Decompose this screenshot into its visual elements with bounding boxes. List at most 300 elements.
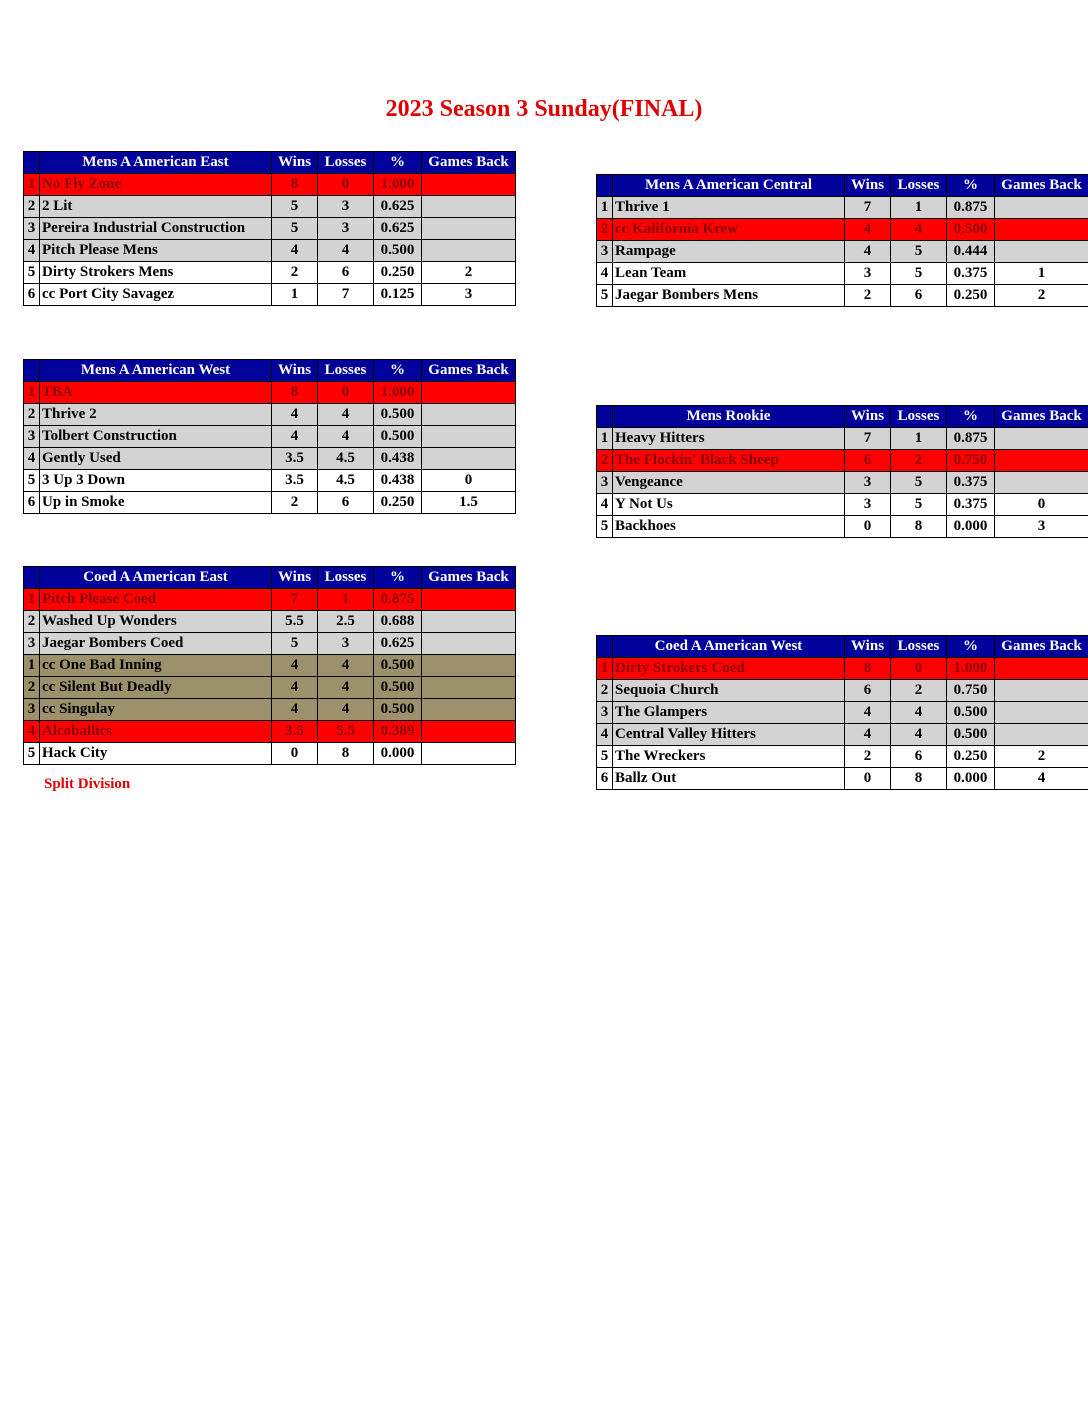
division-name: Mens Rookie xyxy=(613,406,845,428)
table-row xyxy=(24,677,516,699)
losses-cell: 2 xyxy=(891,680,947,702)
table-row xyxy=(597,450,1088,472)
table-row xyxy=(24,655,516,677)
pct-cell: 0.000 xyxy=(947,768,995,790)
wins-cell: 0 xyxy=(845,768,891,790)
games-back-cell: 0 xyxy=(995,494,1088,516)
rank-cell: 3 xyxy=(24,699,40,721)
wins-cell: 7 xyxy=(272,589,318,611)
games-back-cell xyxy=(422,448,516,470)
pct-cell: 0.500 xyxy=(374,426,422,448)
pct-cell: 0.375 xyxy=(947,494,995,516)
losses-cell: 8 xyxy=(891,516,947,538)
rank-cell: 4 xyxy=(597,724,613,746)
rank-header xyxy=(24,152,40,174)
wins-cell: 3.5 xyxy=(272,470,318,492)
team-cell: Hack City xyxy=(40,743,272,765)
team-cell: Jaegar Bombers Coed xyxy=(40,633,272,655)
rank-cell: 4 xyxy=(597,263,613,285)
wins-cell: 8 xyxy=(272,382,318,404)
header-row xyxy=(597,175,1088,197)
division-name: Mens A American East xyxy=(40,152,272,174)
wins-cell: 8 xyxy=(845,658,891,680)
games-back-cell: 1.5 xyxy=(422,492,516,514)
wins-cell: 6 xyxy=(845,680,891,702)
games-back-header: Games Back xyxy=(995,175,1088,197)
games-back-cell: 1 xyxy=(995,263,1088,285)
team-cell: Heavy Hitters xyxy=(613,428,845,450)
pct-cell: 0.375 xyxy=(947,472,995,494)
standings-table-coed-a-american-west xyxy=(596,635,1088,790)
losses-cell: 6 xyxy=(318,492,374,514)
games-back-cell xyxy=(422,699,516,721)
wins-header: Wins xyxy=(845,406,891,428)
losses-cell: 4 xyxy=(891,702,947,724)
pct-cell: 0.625 xyxy=(374,218,422,240)
page-title: 2023 Season 3 Sunday(FINAL) xyxy=(385,96,703,122)
rank-cell: 2 xyxy=(24,677,40,699)
games-back-cell xyxy=(995,472,1088,494)
rank-cell: 1 xyxy=(24,589,40,611)
rank-cell: 2 xyxy=(24,404,40,426)
team-cell: The Flockin' Black Sheep xyxy=(613,450,845,472)
table-row xyxy=(24,382,516,404)
team-cell: Thrive 2 xyxy=(40,404,272,426)
rank-header xyxy=(24,567,40,589)
games-back-cell xyxy=(422,721,516,743)
pct-cell: 0.688 xyxy=(374,611,422,633)
team-cell: Dirty Strokers Coed xyxy=(613,658,845,680)
pct-cell: 0.750 xyxy=(947,450,995,472)
team-cell: Dirty Strokers Mens xyxy=(40,262,272,284)
games-back-cell xyxy=(995,428,1088,450)
rank-cell: 5 xyxy=(24,470,40,492)
wins-header: Wins xyxy=(272,152,318,174)
losses-cell: 1 xyxy=(891,197,947,219)
pct-cell: 1.000 xyxy=(374,174,422,196)
pct-cell: 1.000 xyxy=(374,382,422,404)
rank-cell: 5 xyxy=(24,262,40,284)
table-row xyxy=(597,494,1088,516)
wins-cell: 2 xyxy=(272,262,318,284)
rank-cell: 2 xyxy=(24,611,40,633)
games-back-header: Games Back xyxy=(995,636,1088,658)
wins-cell: 4 xyxy=(845,241,891,263)
pct-cell: 0.625 xyxy=(374,633,422,655)
wins-cell: 4 xyxy=(845,219,891,241)
games-back-cell xyxy=(422,382,516,404)
rank-cell: 4 xyxy=(24,240,40,262)
table-row xyxy=(24,404,516,426)
team-cell: The Wreckers xyxy=(613,746,845,768)
team-cell: Washed Up Wonders xyxy=(40,611,272,633)
wins-cell: 4 xyxy=(272,699,318,721)
losses-cell: 0 xyxy=(318,382,374,404)
losses-cell: 6 xyxy=(318,262,374,284)
wins-cell: 8 xyxy=(272,174,318,196)
rank-cell: 4 xyxy=(597,494,613,516)
games-back-cell xyxy=(995,680,1088,702)
rank-cell: 4 xyxy=(24,721,40,743)
table-row xyxy=(597,746,1088,768)
losses-cell: 8 xyxy=(891,768,947,790)
pct-cell: 0.000 xyxy=(374,743,422,765)
wins-cell: 7 xyxy=(845,197,891,219)
pct-cell: 0.500 xyxy=(374,699,422,721)
header-row xyxy=(597,636,1088,658)
wins-cell: 5 xyxy=(272,196,318,218)
table-row xyxy=(24,611,516,633)
games-back-cell: 4 xyxy=(995,768,1088,790)
games-back-cell: 3 xyxy=(422,284,516,306)
wins-cell: 3 xyxy=(845,494,891,516)
table-row xyxy=(597,241,1088,263)
table-row xyxy=(24,448,516,470)
rank-cell: 2 xyxy=(24,196,40,218)
team-cell: Vengeance xyxy=(613,472,845,494)
team-cell: Ballz Out xyxy=(613,768,845,790)
pct-cell: 0.750 xyxy=(947,680,995,702)
wins-header: Wins xyxy=(272,567,318,589)
pct-cell: 0.500 xyxy=(947,702,995,724)
rank-cell: 1 xyxy=(24,655,40,677)
losses-cell: 7 xyxy=(318,284,374,306)
table-row xyxy=(597,658,1088,680)
standings-table-mens-a-american-west xyxy=(23,359,516,514)
team-cell: Pitch Please Mens xyxy=(40,240,272,262)
rank-cell: 3 xyxy=(24,426,40,448)
pct-header: % xyxy=(374,567,422,589)
header-row xyxy=(24,360,516,382)
table-row xyxy=(597,724,1088,746)
games-back-cell xyxy=(995,450,1088,472)
pct-cell: 0.875 xyxy=(947,197,995,219)
pct-cell: 0.444 xyxy=(947,241,995,263)
pct-header: % xyxy=(374,152,422,174)
table-row xyxy=(597,219,1088,241)
games-back-cell xyxy=(995,241,1088,263)
team-cell: Pitch Please Coed xyxy=(40,589,272,611)
losses-cell: 5 xyxy=(891,472,947,494)
rank-header xyxy=(24,360,40,382)
table-row xyxy=(24,470,516,492)
team-cell: TBA xyxy=(40,382,272,404)
table-row xyxy=(24,262,516,284)
pct-header: % xyxy=(947,636,995,658)
pct-cell: 0.500 xyxy=(947,219,995,241)
pct-cell: 0.625 xyxy=(374,196,422,218)
pct-cell: 0.250 xyxy=(947,285,995,307)
team-cell: cc Kalifornia Krew xyxy=(613,219,845,241)
pct-cell: 0.375 xyxy=(947,263,995,285)
pct-header: % xyxy=(374,360,422,382)
losses-header: Losses xyxy=(891,636,947,658)
games-back-cell xyxy=(422,218,516,240)
games-back-cell xyxy=(995,658,1088,680)
division-name: Coed A American West xyxy=(613,636,845,658)
wins-cell: 2 xyxy=(845,746,891,768)
wins-cell: 3.5 xyxy=(272,448,318,470)
pct-header: % xyxy=(947,175,995,197)
rank-cell: 1 xyxy=(597,428,613,450)
wins-cell: 7 xyxy=(845,428,891,450)
rank-cell: 6 xyxy=(597,768,613,790)
wins-cell: 4 xyxy=(845,702,891,724)
rank-cell: 2 xyxy=(597,450,613,472)
team-cell: Central Valley Hitters xyxy=(613,724,845,746)
pct-cell: 0.125 xyxy=(374,284,422,306)
games-back-cell xyxy=(422,633,516,655)
rank-cell: 5 xyxy=(597,285,613,307)
losses-cell: 6 xyxy=(891,746,947,768)
losses-cell: 6 xyxy=(891,285,947,307)
team-cell: 3 Up 3 Down xyxy=(40,470,272,492)
table-row xyxy=(597,285,1088,307)
table-row xyxy=(24,174,516,196)
games-back-cell xyxy=(422,196,516,218)
team-cell: No Fly Zone xyxy=(40,174,272,196)
losses-cell: 4 xyxy=(891,219,947,241)
wins-cell: 0 xyxy=(845,516,891,538)
pct-cell: 0.250 xyxy=(374,492,422,514)
pct-cell: 0.389 xyxy=(374,721,422,743)
losses-cell: 4 xyxy=(318,699,374,721)
split-division-note: Split Division xyxy=(44,776,131,792)
rank-header xyxy=(597,636,613,658)
team-cell: Tolbert Construction xyxy=(40,426,272,448)
losses-cell: 4 xyxy=(318,426,374,448)
wins-cell: 4 xyxy=(272,677,318,699)
pct-cell: 0.500 xyxy=(947,724,995,746)
games-back-cell xyxy=(422,743,516,765)
pct-cell: 0.875 xyxy=(947,428,995,450)
pct-cell: 0.500 xyxy=(374,240,422,262)
team-cell: cc Singulay xyxy=(40,699,272,721)
pct-cell: 0.438 xyxy=(374,470,422,492)
wins-cell: 2 xyxy=(272,492,318,514)
wins-header: Wins xyxy=(845,636,891,658)
games-back-cell xyxy=(422,611,516,633)
pct-cell: 0.438 xyxy=(374,448,422,470)
wins-cell: 6 xyxy=(845,450,891,472)
team-cell: Gently Used xyxy=(40,448,272,470)
team-cell: Jaegar Bombers Mens xyxy=(613,285,845,307)
rank-cell: 5 xyxy=(597,516,613,538)
table-row xyxy=(24,492,516,514)
table-row xyxy=(597,428,1088,450)
team-cell: cc Silent But Deadly xyxy=(40,677,272,699)
table-row xyxy=(24,218,516,240)
losses-cell: 4 xyxy=(318,240,374,262)
pct-cell: 0.500 xyxy=(374,404,422,426)
losses-cell: 1 xyxy=(318,589,374,611)
wins-cell: 5 xyxy=(272,218,318,240)
losses-cell: 4.5 xyxy=(318,448,374,470)
team-cell: The Glampers xyxy=(613,702,845,724)
rank-cell: 1 xyxy=(597,197,613,219)
rank-cell: 1 xyxy=(24,174,40,196)
rank-cell: 3 xyxy=(597,241,613,263)
games-back-cell: 2 xyxy=(422,262,516,284)
pct-cell: 0.000 xyxy=(947,516,995,538)
wins-cell: 5 xyxy=(272,633,318,655)
pct-header: % xyxy=(947,406,995,428)
table-row xyxy=(24,743,516,765)
games-back-cell xyxy=(422,655,516,677)
wins-cell: 5.5 xyxy=(272,611,318,633)
losses-header: Losses xyxy=(891,406,947,428)
standings-table-mens-rookie xyxy=(596,405,1088,538)
games-back-header: Games Back xyxy=(422,360,516,382)
rank-cell: 5 xyxy=(597,746,613,768)
table-row xyxy=(24,240,516,262)
pct-cell: 0.250 xyxy=(374,262,422,284)
wins-cell: 3.5 xyxy=(272,721,318,743)
pct-cell: 0.500 xyxy=(374,655,422,677)
table-row xyxy=(24,589,516,611)
pct-cell: 0.250 xyxy=(947,746,995,768)
wins-cell: 4 xyxy=(272,404,318,426)
rank-cell: 6 xyxy=(24,492,40,514)
header-row xyxy=(24,567,516,589)
team-cell: Thrive 1 xyxy=(613,197,845,219)
team-cell: Rampage xyxy=(613,241,845,263)
wins-header: Wins xyxy=(272,360,318,382)
losses-header: Losses xyxy=(318,360,374,382)
team-cell: Up in Smoke xyxy=(40,492,272,514)
losses-cell: 5 xyxy=(891,263,947,285)
rank-cell: 5 xyxy=(24,743,40,765)
games-back-cell xyxy=(422,589,516,611)
team-cell: Pereira Industrial Construction xyxy=(40,218,272,240)
losses-cell: 1 xyxy=(891,428,947,450)
losses-cell: 4 xyxy=(891,724,947,746)
rank-cell: 3 xyxy=(597,472,613,494)
losses-cell: 0 xyxy=(318,174,374,196)
table-row xyxy=(597,197,1088,219)
team-cell: Backhoes xyxy=(613,516,845,538)
table-row xyxy=(24,699,516,721)
games-back-cell xyxy=(422,426,516,448)
header-row xyxy=(597,406,1088,428)
games-back-cell xyxy=(995,197,1088,219)
losses-cell: 2 xyxy=(891,450,947,472)
rank-cell: 4 xyxy=(24,448,40,470)
losses-cell: 4.5 xyxy=(318,470,374,492)
games-back-cell: 2 xyxy=(995,285,1088,307)
division-name: Mens A American West xyxy=(40,360,272,382)
table-row xyxy=(597,472,1088,494)
table-row xyxy=(597,702,1088,724)
losses-cell: 3 xyxy=(318,196,374,218)
wins-cell: 0 xyxy=(272,743,318,765)
games-back-header: Games Back xyxy=(422,567,516,589)
team-cell: Sequoia Church xyxy=(613,680,845,702)
rank-cell: 1 xyxy=(24,382,40,404)
losses-cell: 4 xyxy=(318,677,374,699)
losses-cell: 8 xyxy=(318,743,374,765)
games-back-cell xyxy=(422,677,516,699)
rank-header xyxy=(597,175,613,197)
team-cell: Lean Team xyxy=(613,263,845,285)
games-back-header: Games Back xyxy=(995,406,1088,428)
wins-cell: 4 xyxy=(272,240,318,262)
games-back-cell: 0 xyxy=(422,470,516,492)
games-back-cell: 3 xyxy=(995,516,1088,538)
games-back-cell xyxy=(995,219,1088,241)
games-back-cell: 2 xyxy=(995,746,1088,768)
pct-cell: 0.500 xyxy=(374,677,422,699)
table-row xyxy=(597,768,1088,790)
standings-table-mens-a-american-central xyxy=(596,174,1088,307)
wins-cell: 4 xyxy=(272,426,318,448)
table-row xyxy=(597,516,1088,538)
header-row xyxy=(24,152,516,174)
table-row xyxy=(24,196,516,218)
standings-table-coed-a-american-east xyxy=(23,566,516,765)
losses-cell: 5 xyxy=(891,494,947,516)
games-back-cell xyxy=(422,404,516,426)
table-row xyxy=(24,633,516,655)
wins-cell: 3 xyxy=(845,263,891,285)
team-cell: cc One Bad Inning xyxy=(40,655,272,677)
table-row xyxy=(597,263,1088,285)
losses-header: Losses xyxy=(318,567,374,589)
rank-cell: 6 xyxy=(24,284,40,306)
table-row xyxy=(24,721,516,743)
rank-cell: 2 xyxy=(597,680,613,702)
rank-cell: 3 xyxy=(24,633,40,655)
rank-cell: 2 xyxy=(597,219,613,241)
division-name: Mens A American Central xyxy=(613,175,845,197)
games-back-header: Games Back xyxy=(422,152,516,174)
table-row xyxy=(597,680,1088,702)
pct-cell: 1.000 xyxy=(947,658,995,680)
losses-cell: 3 xyxy=(318,633,374,655)
table-row xyxy=(24,284,516,306)
wins-cell: 4 xyxy=(272,655,318,677)
games-back-cell xyxy=(422,240,516,262)
team-cell: Alcoballics xyxy=(40,721,272,743)
losses-header: Losses xyxy=(891,175,947,197)
losses-cell: 3 xyxy=(318,218,374,240)
losses-cell: 5 xyxy=(891,241,947,263)
rank-cell: 1 xyxy=(597,658,613,680)
games-back-cell xyxy=(995,724,1088,746)
table-row xyxy=(24,426,516,448)
rank-cell: 3 xyxy=(24,218,40,240)
wins-header: Wins xyxy=(845,175,891,197)
standings-table-mens-a-american-east xyxy=(23,151,516,306)
losses-header: Losses xyxy=(318,152,374,174)
team-cell: cc Port City Savagez xyxy=(40,284,272,306)
losses-cell: 4 xyxy=(318,655,374,677)
losses-cell: 2.5 xyxy=(318,611,374,633)
division-name: Coed A American East xyxy=(40,567,272,589)
team-cell: Y Not Us xyxy=(613,494,845,516)
wins-cell: 3 xyxy=(845,472,891,494)
games-back-cell xyxy=(422,174,516,196)
pct-cell: 0.875 xyxy=(374,589,422,611)
wins-cell: 2 xyxy=(845,285,891,307)
team-cell: 2 Lit xyxy=(40,196,272,218)
losses-cell: 5.5 xyxy=(318,721,374,743)
games-back-cell xyxy=(995,702,1088,724)
losses-cell: 0 xyxy=(891,658,947,680)
wins-cell: 4 xyxy=(845,724,891,746)
losses-cell: 4 xyxy=(318,404,374,426)
rank-header xyxy=(597,406,613,428)
